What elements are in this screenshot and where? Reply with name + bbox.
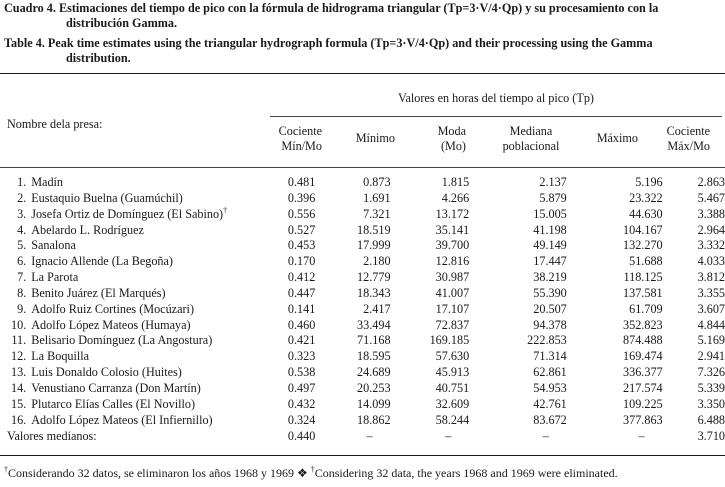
footnote-separator: ❖ [296,466,308,480]
table-row [0,270,725,286]
value-cell: 20.253 [357,380,391,395]
footnote-english: Considering 32 data, the years 1968 and 1969 were eliminated. [314,466,618,480]
row-index: 11. [11,333,27,348]
caption-spanish-label: Cuadro 4. [4,1,56,15]
col-header-line: Mín/Mo [281,139,322,153]
row-index: 13. [10,365,27,380]
dam-name [31,238,266,254]
caption-english-text: Peak time estimates using the triangular hydrograph formula (Tp=3·V/4·Qp) and their processing using the Gamma distribution. [47,36,653,65]
value-cell: 137.581 [623,285,663,300]
value-cell: 874.488 [623,333,663,348]
value-cell: 13.172 [435,206,470,221]
col-header-line: Máx/Mo [667,139,710,153]
col-header-line: poblacional [502,139,560,153]
value-cell: 14.099 [357,396,391,411]
footnote-mark: † [310,465,315,474]
dam-name-text: Adolfo Ruiz Cortines (Mocúzari) [31,301,195,316]
table-row [0,191,725,207]
value-cell: 0.447 [287,285,316,300]
value-cell: – [638,428,645,443]
dam-name [31,191,266,207]
row-index: 4. [17,222,27,237]
value-cell: 2.964 [697,222,725,237]
value-cell: 118.125 [623,270,663,285]
span-header: Valores en horas del tiempo al pico (Tp) [398,91,594,105]
table-row [0,302,725,318]
value-cell: 0.453 [287,238,316,253]
value-cell: 0.170 [287,254,316,269]
dam-name [31,381,266,397]
value-cell: – [542,428,549,443]
value-cell: 83.672 [533,412,567,427]
value-cell: 45.913 [435,365,470,380]
value-cell: 4.266 [441,190,470,205]
dam-name [31,318,266,334]
value-cell: 71.168 [357,333,391,348]
value-cell: 24.689 [357,365,391,380]
value-cell: 5.879 [539,190,567,205]
col-header-line: Máximo [596,131,638,145]
dam-name-text: Sanalona [31,238,76,253]
dam-name [31,302,266,318]
data-table-body [0,175,725,444]
dam-name-text: Josefa Ortiz de Domínguez (El Sabino) [31,206,224,221]
dam-name [31,270,266,286]
value-cell: 35.141 [435,222,470,237]
caption-spanish [4,1,720,30]
value-cell: 0.440 [287,428,316,443]
value-cell: – [445,428,452,443]
dam-name [31,175,266,191]
row-index: 8. [17,285,27,300]
col-header-line: Mediana [509,124,553,138]
value-cell: 217.574 [623,380,663,395]
value-cell: 20.507 [533,301,567,316]
dam-name-text: Madín [31,175,64,189]
value-cell: 55.390 [533,285,567,300]
value-cell: 71.314 [533,349,567,364]
col-header-mode [400,124,466,154]
dam-name-text: La Boquilla [31,349,90,364]
column-header-rule [0,167,725,168]
value-cell: 0.497 [287,380,316,395]
value-cell: 352.823 [623,317,663,332]
value-cell: 17.107 [435,301,470,316]
value-cell: 2.417 [363,301,391,316]
value-cell: 132.270 [623,238,663,253]
value-cell: 3.332 [697,238,725,253]
footnote-mark: † [4,465,8,474]
dam-name-text: Adolfo López Mateos (El Infiernillo) [31,412,213,427]
value-cell: 377.863 [623,412,663,427]
value-cell: 0.481 [287,175,316,189]
value-cell: 169.185 [429,333,470,348]
dam-name [31,333,266,349]
value-cell: 94.378 [533,317,567,332]
span-header-rule [270,116,722,117]
dam-name-text: La Parota [31,270,79,285]
value-cell: 7.326 [697,365,725,380]
table-row [0,333,725,349]
dam-name-text: Ignacio Allende (La Begoña) [31,254,173,269]
value-cell: 18.862 [357,412,391,427]
value-cell: 2.863 [697,175,725,189]
dam-name [31,365,266,381]
dam-name-text: Venustiano Carranza (Don Martín) [31,380,201,395]
table-bottom-rule [0,455,725,456]
caption-english-label: Table 4. [4,36,45,50]
value-cell: 15.005 [533,206,567,221]
table-row [0,349,725,365]
dam-name-text: Valores medianos: [7,428,97,443]
table-row [0,365,725,381]
value-cell: 0.396 [287,190,316,205]
value-cell: 44.630 [629,206,663,221]
dam-name-text: Adolfo López Mateos (Humaya) [31,317,191,332]
value-cell: 0.432 [287,396,316,411]
col-header-min [322,131,395,146]
dam-name [31,349,266,365]
value-cell: 3.355 [697,285,725,300]
value-cell: 109.225 [623,396,663,411]
value-cell: 0.538 [287,365,316,380]
dam-name [31,413,266,429]
value-cell: 54.953 [533,380,567,395]
value-cell: 5.169 [697,333,725,348]
row-index: 3. [17,206,27,221]
dagger-mark: † [223,205,228,215]
value-cell: 2.941 [697,349,725,364]
value-cell: 39.700 [435,238,470,253]
value-cell: 0.460 [287,317,316,332]
value-cell: 0.141 [287,301,316,316]
col-header-max [570,131,638,146]
row-index: 2. [17,190,27,205]
value-cell: 38.219 [533,270,567,285]
value-cell: 3.710 [697,428,725,443]
name-column-header: Nombre dela presa: [7,117,103,131]
value-cell: 32.609 [435,396,470,411]
col-header-line: Cociente [666,124,710,138]
col-header-ratio-max-mode [640,124,710,154]
table-row [0,286,725,302]
footnote-spanish: Considerando 32 datos, se eliminaron los años 1968 y 1969 [8,466,294,480]
value-cell: 33.494 [357,317,391,332]
dam-name-text: Abelardo L. Rodríguez [31,222,144,237]
row-index: 9. [17,301,27,316]
value-cell: 6.488 [697,412,725,427]
col-header-ratio-min-mode [270,124,322,154]
value-cell: 18.595 [357,349,391,364]
value-cell: 5.196 [635,175,663,189]
value-cell: 7.321 [363,206,391,221]
value-cell: 1.815 [441,175,470,189]
row-index: 14. [10,380,27,395]
table-row [0,413,725,429]
value-cell: 57.630 [435,349,470,364]
value-cell: 222.853 [527,333,567,348]
value-cell: 5.467 [697,190,725,205]
value-cell: 4.844 [697,317,725,332]
value-cell: 2.137 [539,175,567,189]
dam-name [31,397,266,413]
dam-name-text: Plutarco Elías Calles (El Novillo) [31,396,196,411]
dam-name-text: Benito Juárez (El Marqués) [31,285,166,300]
value-cell: 40.751 [435,380,470,395]
median-row-label [0,429,266,445]
table-row [0,254,725,270]
dam-name [31,207,266,223]
value-cell: 0.873 [363,175,391,189]
value-cell: 12.816 [435,254,470,269]
table-row [0,318,725,334]
value-cell: 62.861 [533,365,567,380]
col-header-median [488,124,574,154]
value-cell: 0.323 [287,349,316,364]
table-top-rule [0,73,725,74]
value-cell: 3.607 [697,301,725,316]
value-cell: 4.033 [697,254,725,269]
dam-name-text: Belisario Domínguez (La Angostura) [31,333,213,348]
value-cell: 17.999 [357,238,391,253]
row-index: 7. [17,270,27,285]
col-header-line: Moda [437,124,466,138]
dam-name-text: Eustaquio Buelna (Guamúchil) [31,190,183,205]
table-row [0,175,725,191]
row-index: 6. [17,254,27,269]
row-index: 1. [17,175,27,189]
value-cell: 336.377 [623,365,663,380]
value-cell: – [366,428,373,443]
caption-spanish-text: Estimaciones del tiempo de pico con la fórmula de hidrograma triangular (Tp=3·V/4·Qp) y su procesamiento con la distribución Gamma. [58,1,659,30]
value-cell: 61.709 [629,301,663,316]
footnote [4,466,618,481]
table-row [0,223,725,239]
row-index: 12. [10,349,27,364]
value-cell: 72.837 [435,317,470,332]
dam-name [31,254,266,270]
value-cell: 104.167 [623,222,663,237]
value-cell: 0.527 [287,222,316,237]
col-header-line: (Mo) [440,139,466,153]
dam-name-text: Luis Donaldo Colosio (Huites) [31,365,182,380]
value-cell: 3.350 [697,396,725,411]
value-cell: 0.324 [287,412,316,427]
value-cell: 3.812 [697,270,725,285]
value-cell: 18.343 [357,285,391,300]
value-cell: 42.761 [533,396,567,411]
table-row [0,381,725,397]
table-row [0,207,725,223]
value-cell: 0.556 [287,206,316,221]
dam-name [31,223,266,239]
caption-english [4,36,720,65]
table-row [0,429,725,445]
col-header-line: Mínimo [355,131,395,145]
value-cell: 3.388 [697,206,725,221]
value-cell: 41.198 [533,222,567,237]
value-cell: 23.322 [629,190,663,205]
dam-name [31,286,266,302]
row-index: 5. [17,238,27,253]
value-cell: 0.421 [287,333,316,348]
col-header-line: Cociente [278,124,322,138]
row-index: 15. [10,396,27,411]
data-table [0,175,725,444]
table-row [0,397,725,413]
value-cell: 5.339 [697,380,725,395]
value-cell: 41.007 [435,285,470,300]
row-index: 10. [10,317,27,332]
value-cell: 2.180 [363,254,391,269]
value-cell: 30.987 [435,270,470,285]
value-cell: 58.244 [435,412,470,427]
value-cell: 1.691 [363,190,391,205]
value-cell: 51.688 [629,254,663,269]
value-cell: 17.447 [533,254,567,269]
value-cell: 18.519 [357,222,391,237]
table-row [0,238,725,254]
value-cell: 49.149 [533,238,567,253]
value-cell: 169.474 [623,349,663,364]
value-cell: 0.412 [287,270,316,285]
row-index: 16. [10,412,27,427]
value-cell: 12.779 [357,270,391,285]
